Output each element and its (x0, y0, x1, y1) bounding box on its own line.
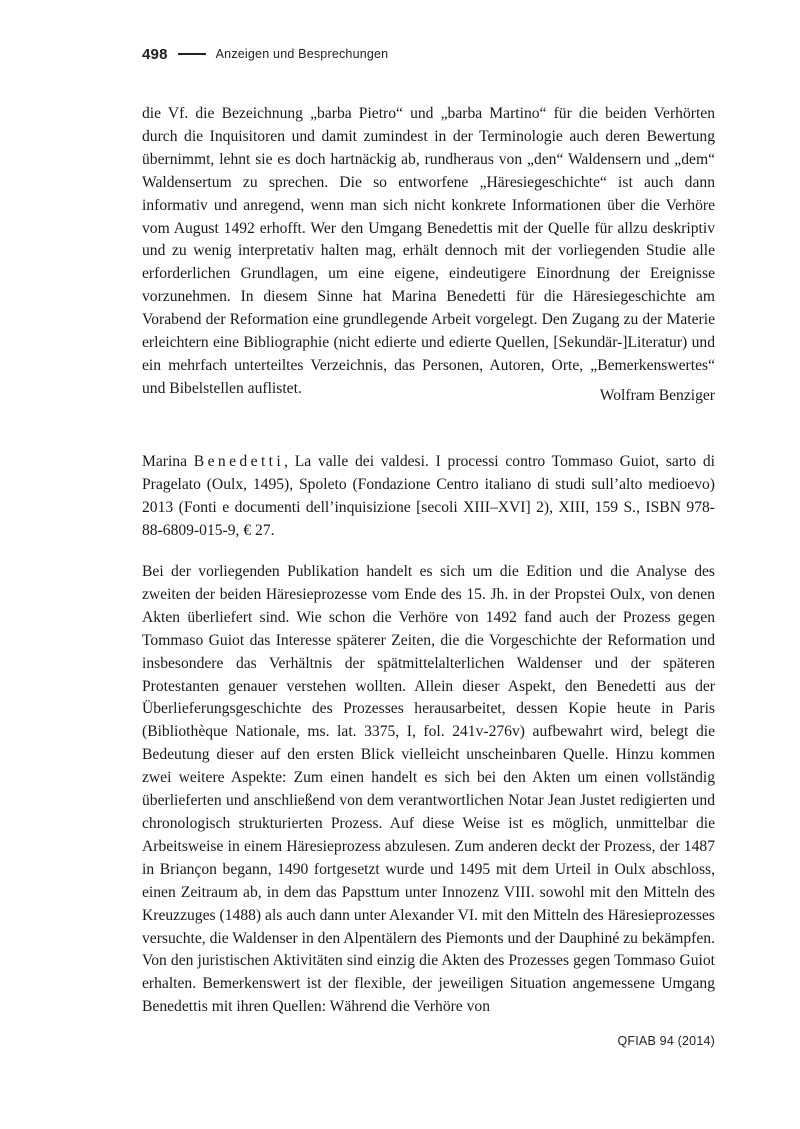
section-title: Anzeigen und Besprechungen (215, 47, 389, 61)
review-paragraph: die Vf. die Bezeichnung „barba Pietro“ und „barba Martino“ für die beiden Verhörten durch die Inquisitoren und damit zumindest in der Terminologie auch deren Bewertung übernimmt, lehnt sie es doch hartnäckig ab, rundheraus von „den“ Waldensern und „dem“ Waldensertum zu sprechen. Die so entworfene „Häresiegeschichte“ ist auch dann informativ und anregend, wenn man sich nicht konkrete Informationen über die Verhöre vom August 1492 erhofft. Wer den Umgang Benedettis mit der Quelle für allzu deskriptiv und zu wenig interpretativ halten mag, erhält dennoch mit der vorliegenden Studie alle erforderlichen Grundlagen, um eine eigene, eindeutigere Einordnung der Ereignisse vorzunehmen. In diesem Sinne hat Marina Benedetti für die Häresiegeschichte am Vorabend der Reformation eine grundlegende Arbeit vorgelegt. Den Zugang zu der Materie erleichtern eine Bibliographie (nicht edierte und edierte Quellen, [Sekundär-]Literatur) und ein mehrfach unterteiltes Verzeichnis, das Personen, Autoren, Orte, „Bemerkenswertes“ und Bibelstellen auflistet. (142, 105, 715, 397)
review-continuation (142, 103, 715, 401)
reviewer-signature: Wolfram Benziger (599, 387, 715, 404)
header-rule (178, 53, 206, 55)
author-last-name: Benedetti (193, 453, 285, 470)
journal-footer: QFIAB 94 (2014) (617, 1034, 715, 1048)
running-header (142, 42, 388, 66)
review-body (142, 561, 715, 1019)
bibliographic-entry (142, 451, 715, 543)
page-number: 498 (142, 45, 168, 63)
review-paragraph: Bei der vorliegenden Publikation handelt es sich um die Edition und die Analyse des zweiten der beiden Häresieprozesse vom Ende des 15. Jh. in der Propstei Oulx, von denen Akten überliefert sind. Wie schon die Verhöre von 1492 fand auch der Prozess gegen Tommaso Guiot das Interesse späterer Zeiten, die die Vorgeschichte der Reformation und insbesondere das Verhältnis der spätmittelalterlichen Waldenser und der späteren Protestanten genauer verstehen wollten. Allein dieser Aspekt, den Benedetti aus der Überlieferungsgeschichte des Prozesses herausarbeitet, dessen Kopie heute in Paris (Bibliothèque Nationale, ms. lat. 3375, I, fol. 241v-276v) aufbewahrt wird, belegt die Bedeutung dieser auf den ersten Blick vielleicht unscheinbaren Quelle. Hinzu kommen zwei weitere Aspekte: Zum einen handelt es sich bei den Akten um einen vollständig überlieferten und anschließend von dem verantwortlichen Notar Jean Justet redigierten und chronologisch strukturierten Prozess. Auf diese Weise ist es möglich, unmittelbar die Arbeitsweise in einem Häresieprozess abzulesen. Zum anderen deckt der Prozess, der 1487 in Briançon begann, 1490 fortgesetzt wurde und 1495 mit dem Urteil in Oulx abschloss, einen Zeitraum ab, in dem das Papsttum unter Innozenz VIII. sowohl mit den Mitteln des Kreuzzuges (1488) als auch dann unter Alexander VI. mit den Mitteln des Häresieprozesses versuchte, die Waldenser in den Alpentälern des Piemonts und der Dauphiné zu bekämpfen. Von den juristischen Aktivitäten sind einzig die Akten des Prozesses gegen Tommaso Guiot erhalten. Bemerkenswert ist der flexible, der jeweiligen Situation angemessene Umgang Benedettis mit ihren Quellen: Während die Verhöre von (142, 563, 715, 1016)
citation-line (142, 451, 715, 543)
author-first-name: Marina (142, 453, 188, 470)
citation-text: , La valle dei valdesi. I processi contro Tommaso Guiot, sarto di Pragelato (Oulx, 1495), Spoleto (Fondazione Centro italiano di studi sull’alto medioevo) 2013 (Fonti e documenti dell’inquisizione [secoli XIII–XVI] 2), XIII, 159 S., ISBN 978-88-6809-015-9, € 27. (142, 453, 715, 539)
